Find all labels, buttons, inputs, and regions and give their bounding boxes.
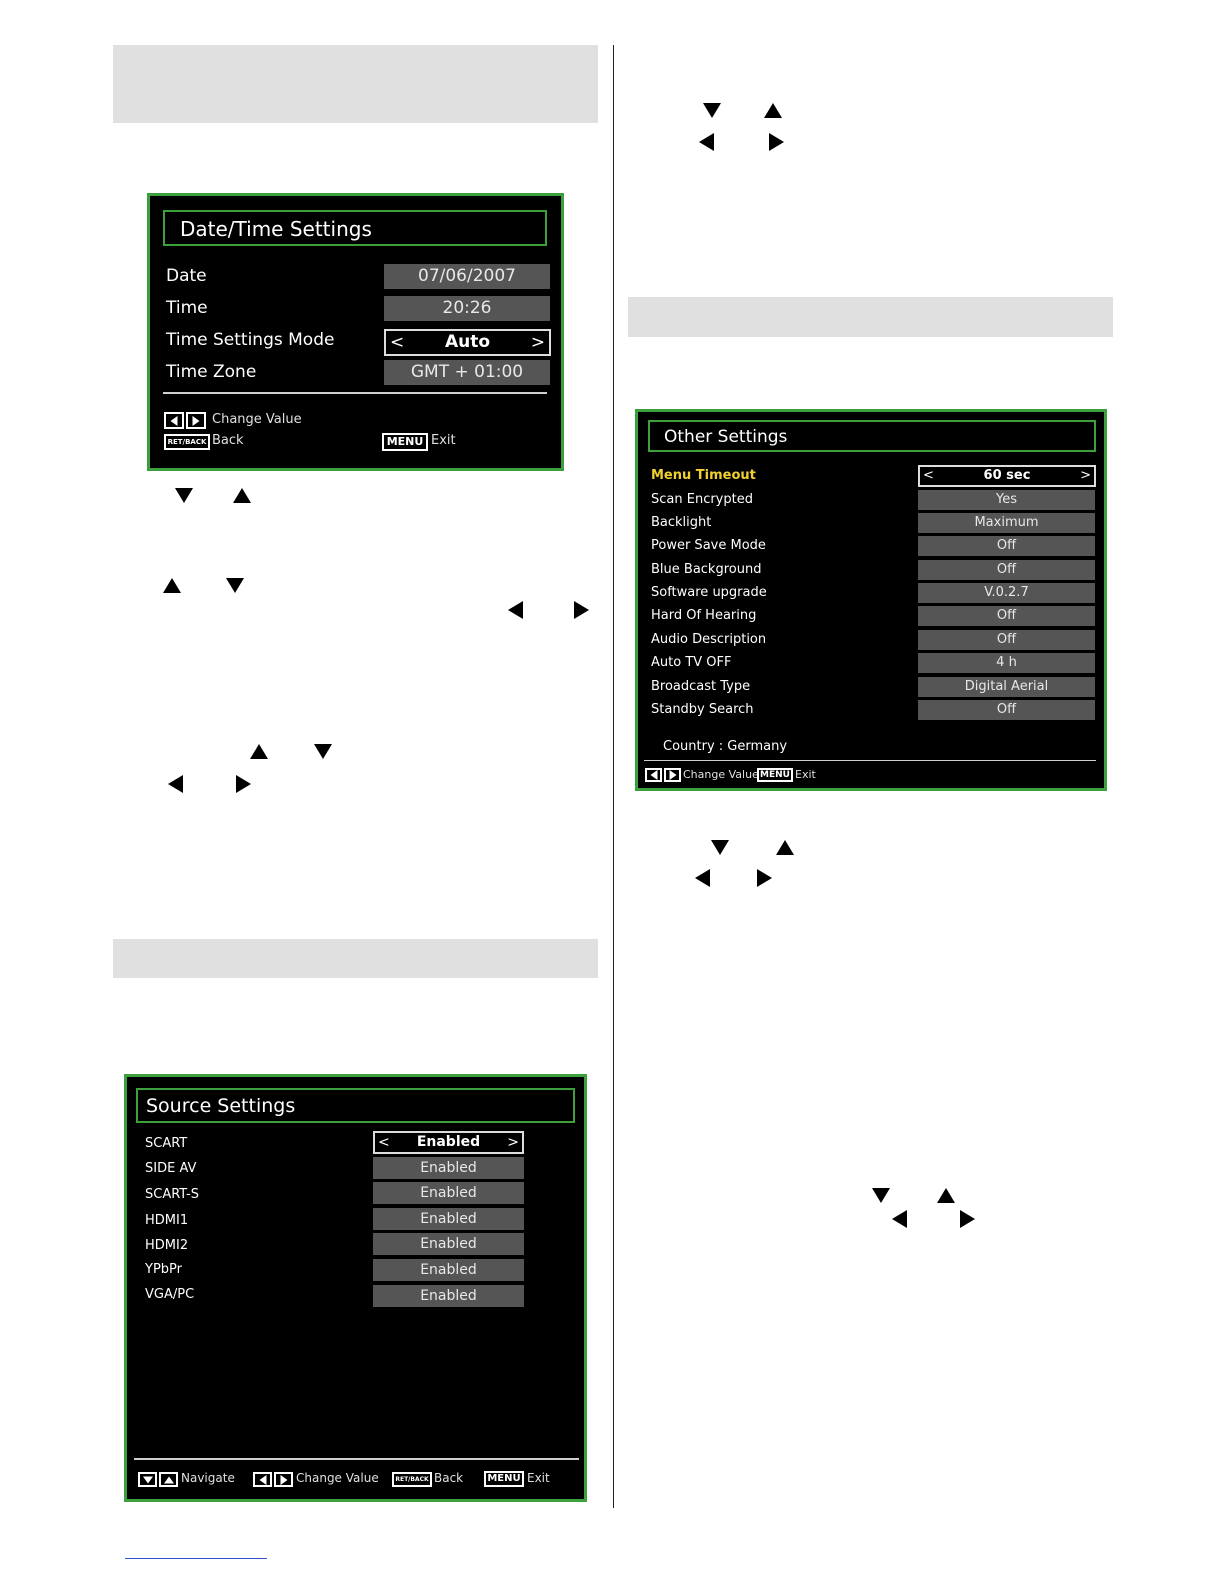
other-row-label: Broadcast Type bbox=[651, 679, 751, 694]
other-row-label: Power Save Mode bbox=[651, 538, 766, 553]
navigate-hint: Navigate bbox=[181, 1471, 235, 1485]
section-header-bar-3 bbox=[628, 297, 1113, 337]
other-row-value[interactable]: Off bbox=[918, 630, 1095, 650]
chevron-left-icon[interactable]: < bbox=[390, 332, 405, 352]
time-label: Time bbox=[166, 298, 208, 318]
datetime-title-box bbox=[163, 210, 547, 246]
time-zone-value[interactable]: GMT + 01:00 bbox=[384, 360, 550, 385]
up-arrow-icon bbox=[250, 744, 268, 759]
datetime-separator bbox=[163, 392, 547, 394]
date-label: Date bbox=[166, 266, 207, 286]
left-arrow-icon bbox=[168, 775, 183, 793]
ret-back-key-icon: RET/BACK bbox=[164, 434, 210, 450]
date-value[interactable]: 07/06/2007 bbox=[384, 264, 550, 289]
other-row-value-selector[interactable]: < 60 sec > bbox=[918, 465, 1096, 487]
other-title-box bbox=[648, 420, 1096, 452]
up-arrow-icon bbox=[776, 840, 794, 855]
section-header-bar-1 bbox=[113, 45, 598, 123]
right-arrow-icon bbox=[236, 775, 251, 793]
other-row-label-highlighted: Menu Timeout bbox=[651, 468, 756, 483]
left-right-keys-icon bbox=[164, 412, 206, 429]
menu-key-icon: MENU bbox=[757, 768, 793, 782]
source-row-value[interactable]: Enabled bbox=[373, 1285, 524, 1307]
source-row-label: HDMI2 bbox=[145, 1238, 189, 1253]
left-arrow-icon bbox=[695, 869, 710, 887]
down-arrow-icon bbox=[711, 840, 729, 855]
exit-hint: Exit bbox=[527, 1471, 550, 1485]
other-row-value[interactable]: Off bbox=[918, 606, 1095, 626]
left-right-keys-icon bbox=[253, 1472, 293, 1487]
other-title: Other Settings bbox=[664, 427, 788, 447]
left-arrow-icon bbox=[508, 601, 523, 619]
other-separator bbox=[644, 760, 1096, 761]
ret-back-key-icon: RET/BACK bbox=[392, 1472, 432, 1487]
menu-key-icon: MENU bbox=[382, 433, 428, 451]
other-row-label: Auto TV OFF bbox=[651, 655, 732, 670]
other-row-value[interactable]: Yes bbox=[918, 490, 1095, 510]
chevron-left-icon[interactable]: < bbox=[378, 1134, 390, 1150]
source-row-value[interactable]: Enabled bbox=[373, 1208, 524, 1230]
time-value[interactable]: 20:26 bbox=[384, 296, 550, 321]
section-header-bar-2 bbox=[113, 939, 598, 978]
country-info: Country : Germany bbox=[663, 739, 788, 754]
footer-rule bbox=[125, 1558, 267, 1559]
other-row-value[interactable]: Digital Aerial bbox=[918, 677, 1095, 697]
source-row-label: SIDE AV bbox=[145, 1161, 197, 1176]
other-settings-panel bbox=[635, 409, 1107, 791]
up-down-keys-icon bbox=[138, 1472, 178, 1487]
source-row-label: SCART bbox=[145, 1136, 188, 1151]
right-arrow-icon bbox=[574, 601, 589, 619]
down-arrow-icon bbox=[314, 744, 332, 759]
source-title: Source Settings bbox=[146, 1095, 296, 1117]
right-arrow-icon bbox=[769, 133, 784, 151]
other-row-label: Blue Background bbox=[651, 562, 762, 577]
change-value-hint: Change Value bbox=[212, 412, 302, 427]
datetime-title: Date/Time Settings bbox=[180, 217, 372, 241]
source-row-label: SCART-S bbox=[145, 1187, 199, 1202]
other-row-value[interactable]: Maximum bbox=[918, 513, 1095, 533]
down-arrow-icon bbox=[175, 488, 193, 503]
up-arrow-icon bbox=[233, 488, 251, 503]
source-row-value[interactable]: Enabled bbox=[373, 1259, 524, 1281]
time-settings-mode-label: Time Settings Mode bbox=[166, 330, 335, 350]
other-row-value[interactable]: Off bbox=[918, 560, 1095, 580]
chevron-right-icon[interactable]: > bbox=[530, 332, 545, 352]
source-title-box bbox=[136, 1088, 575, 1123]
time-settings-mode-selector[interactable]: < Auto > bbox=[384, 329, 551, 356]
back-hint: Back bbox=[212, 433, 244, 448]
other-row-label: Software upgrade bbox=[651, 585, 767, 600]
down-arrow-icon bbox=[226, 578, 244, 593]
left-arrow-icon bbox=[699, 133, 714, 151]
down-arrow-icon bbox=[703, 103, 721, 118]
up-arrow-icon bbox=[764, 103, 782, 118]
exit-hint: Exit bbox=[795, 768, 816, 781]
back-hint: Back bbox=[434, 1471, 464, 1485]
source-row-value-selector[interactable]: < Enabled > bbox=[373, 1131, 524, 1154]
other-row-label: Standby Search bbox=[651, 702, 754, 717]
other-row-label: Hard Of Hearing bbox=[651, 608, 757, 623]
other-row-label: Backlight bbox=[651, 515, 712, 530]
menu-key-icon: MENU bbox=[484, 1471, 524, 1487]
source-row-label: YPbPr bbox=[145, 1262, 182, 1277]
source-row-value[interactable]: Enabled bbox=[373, 1233, 524, 1255]
other-row-value[interactable]: 4 h bbox=[918, 653, 1095, 673]
other-row-label: Scan Encrypted bbox=[651, 492, 753, 507]
source-settings-panel bbox=[124, 1074, 587, 1502]
right-arrow-icon bbox=[757, 869, 772, 887]
other-row-value[interactable]: V.0.2.7 bbox=[918, 583, 1095, 603]
right-arrow-icon bbox=[960, 1210, 975, 1228]
datetime-settings-panel bbox=[147, 193, 564, 471]
down-arrow-icon bbox=[872, 1188, 890, 1203]
other-row-value[interactable]: Off bbox=[918, 536, 1095, 556]
source-row-label: HDMI1 bbox=[145, 1213, 189, 1228]
chevron-left-icon[interactable]: < bbox=[923, 468, 934, 483]
source-row-value[interactable]: Enabled bbox=[373, 1182, 524, 1204]
source-separator bbox=[134, 1458, 579, 1460]
chevron-right-icon[interactable]: > bbox=[507, 1134, 519, 1150]
other-row-value[interactable]: Off bbox=[918, 700, 1095, 720]
source-row-value[interactable]: Enabled bbox=[373, 1157, 524, 1179]
time-zone-label: Time Zone bbox=[166, 362, 257, 382]
source-row-label: VGA/PC bbox=[145, 1287, 195, 1302]
exit-hint: Exit bbox=[431, 433, 456, 448]
change-value-hint: Change Value bbox=[296, 1471, 379, 1485]
left-arrow-icon bbox=[892, 1210, 907, 1228]
chevron-right-icon[interactable]: > bbox=[1080, 468, 1091, 483]
other-row-label: Audio Description bbox=[651, 632, 767, 647]
up-arrow-icon bbox=[163, 578, 181, 593]
up-arrow-icon bbox=[937, 1188, 955, 1203]
column-divider bbox=[613, 45, 614, 1508]
change-value-hint: Change Value bbox=[683, 768, 759, 781]
left-right-keys-icon bbox=[645, 768, 681, 782]
